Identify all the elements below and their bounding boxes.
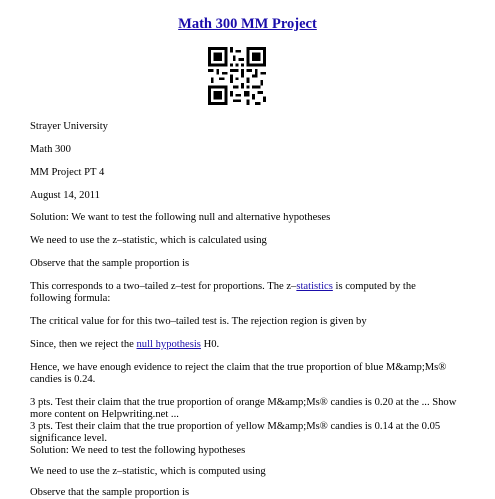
reject-text: Since, then we reject the (30, 339, 137, 350)
show-more-line[interactable]: more content on Helpwriting.net ... (30, 409, 179, 420)
course-name: Math 300 (30, 144, 71, 155)
z-statistic-line: We need to use the z–statistic, which is calculated using (30, 235, 267, 246)
school-name: Strayer University (30, 121, 108, 132)
solution-line-1: Solution: We want to test the following null and alternative hypotheses (30, 212, 331, 223)
sample-proportion-line: Observe that the sample proportion is (30, 258, 190, 269)
conclusion-line-2: candies is 0.24. (30, 374, 96, 385)
formula-label: following formula: (30, 293, 111, 304)
reject-text-2: H0. (200, 339, 220, 350)
test-description-text: This corresponds to a two–tailed z–test for proportions. The z– (30, 281, 297, 292)
test-description-line (30, 281, 416, 293)
null-hypothesis-link[interactable]: null hypothesis (136, 339, 201, 350)
z-statistic-line-2: We need to use the z–statistic, which is computed using (30, 466, 266, 477)
significance-line: significance level. (30, 433, 108, 444)
solution-line-2: Solution: We need to test the following hypotheses (30, 445, 246, 456)
statistics-link[interactable]: statistics (296, 281, 333, 292)
date-text: August 14, 2011 (30, 190, 100, 201)
reject-line (30, 339, 219, 351)
conclusion-line-1: Hence, we have enough evidence to reject the claim that the true proportion of blue M&amp;Ms® (30, 362, 447, 373)
project-name: MM Project PT 4 (30, 167, 105, 178)
test-description-text-2: is computed by the (332, 281, 416, 292)
page-title[interactable]: Math 300 MM Project (178, 16, 317, 32)
qr-code (208, 47, 266, 105)
yellow-claim-line: 3 pts. Test their claim that the true proportion of yellow M&amp;Ms® candies is 0.14 at the 0.05 (30, 421, 441, 432)
orange-claim-line: 3 pts. Test their claim that the true proportion of orange M&amp;Ms® candies is 0.20 at the ... Show (30, 397, 457, 408)
critical-value-line: The critical value for for this two–tailed test is. The rejection region is given by (30, 316, 367, 327)
sample-proportion-line-2: Observe that the sample proportion is (30, 487, 190, 498)
